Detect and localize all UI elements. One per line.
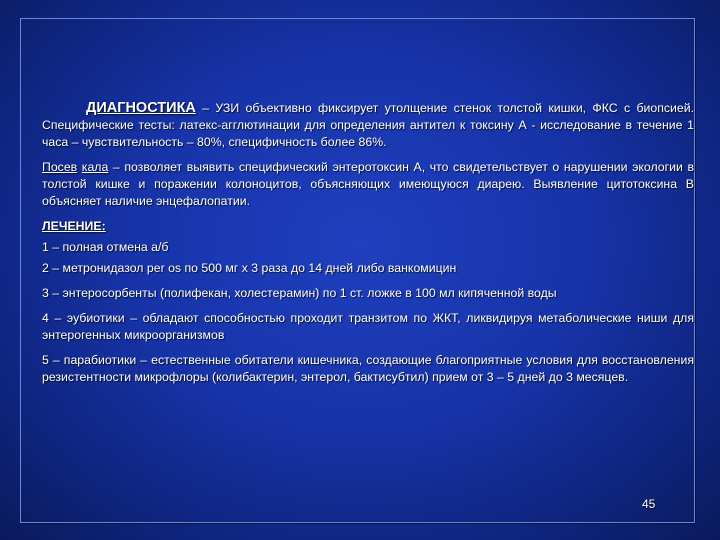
treatment-heading: ЛЕЧЕНИЕ: [42, 219, 106, 233]
page-number: 45 [642, 497, 656, 511]
slide-body [42, 100, 694, 386]
culture-word-2: кала [81, 160, 109, 174]
treatment-heading-line [42, 218, 694, 235]
culture-text: – позволяет выявить специфический энтеротоксин А, что свидетельствует о нарушении экологии в толстой кишке и поражении колоноцитов, объясняющих имеющуюся диарею. Выявление цитотоксина В объясняет наличие энцефалопатии. [42, 160, 694, 208]
diagnosis-heading: ДИАГНОСТИКА [86, 100, 196, 116]
culture-paragraph [42, 159, 694, 210]
treatment-item: 5 – парабиотики – естественные обитатели кишечника, создающие благоприятные условия для восстановления резистентности микрофлоры (колибактерин, энтерол, бактисубтил) прием от 3 – 5 дней до 3 месяцев. [42, 353, 694, 384]
treatment-item: 4 – эубиотики – обладают способностью проходит транзитом по ЖКТ, ликвидируя метаболические ниши для энтерогенных микроорганизмов [42, 311, 694, 342]
treatment-item: 2 – метронидазол per os по 500 мг х 3 раза до 14 дней либо ванкомицин [42, 261, 457, 275]
treatment-item: 3 – энтеросорбенты (полифекан, холестерамин) по 1 ст. ложке в 100 мл кипяченной воды [42, 286, 557, 300]
culture-word-1: Посев [42, 160, 78, 174]
diagnosis-text: – УЗИ объективно фиксирует утолщение стенок толстой кишки, ФКС с биопсией. Специфические тесты: латекс-агглютинации для определения антител к токсину А - исследование в течение 1 часа – чувствительность – 80%, специфичность более 86%. [42, 101, 694, 149]
treatment-item: 1 – полная отмена а/б [42, 240, 169, 254]
diagnosis-paragraph [42, 100, 694, 151]
